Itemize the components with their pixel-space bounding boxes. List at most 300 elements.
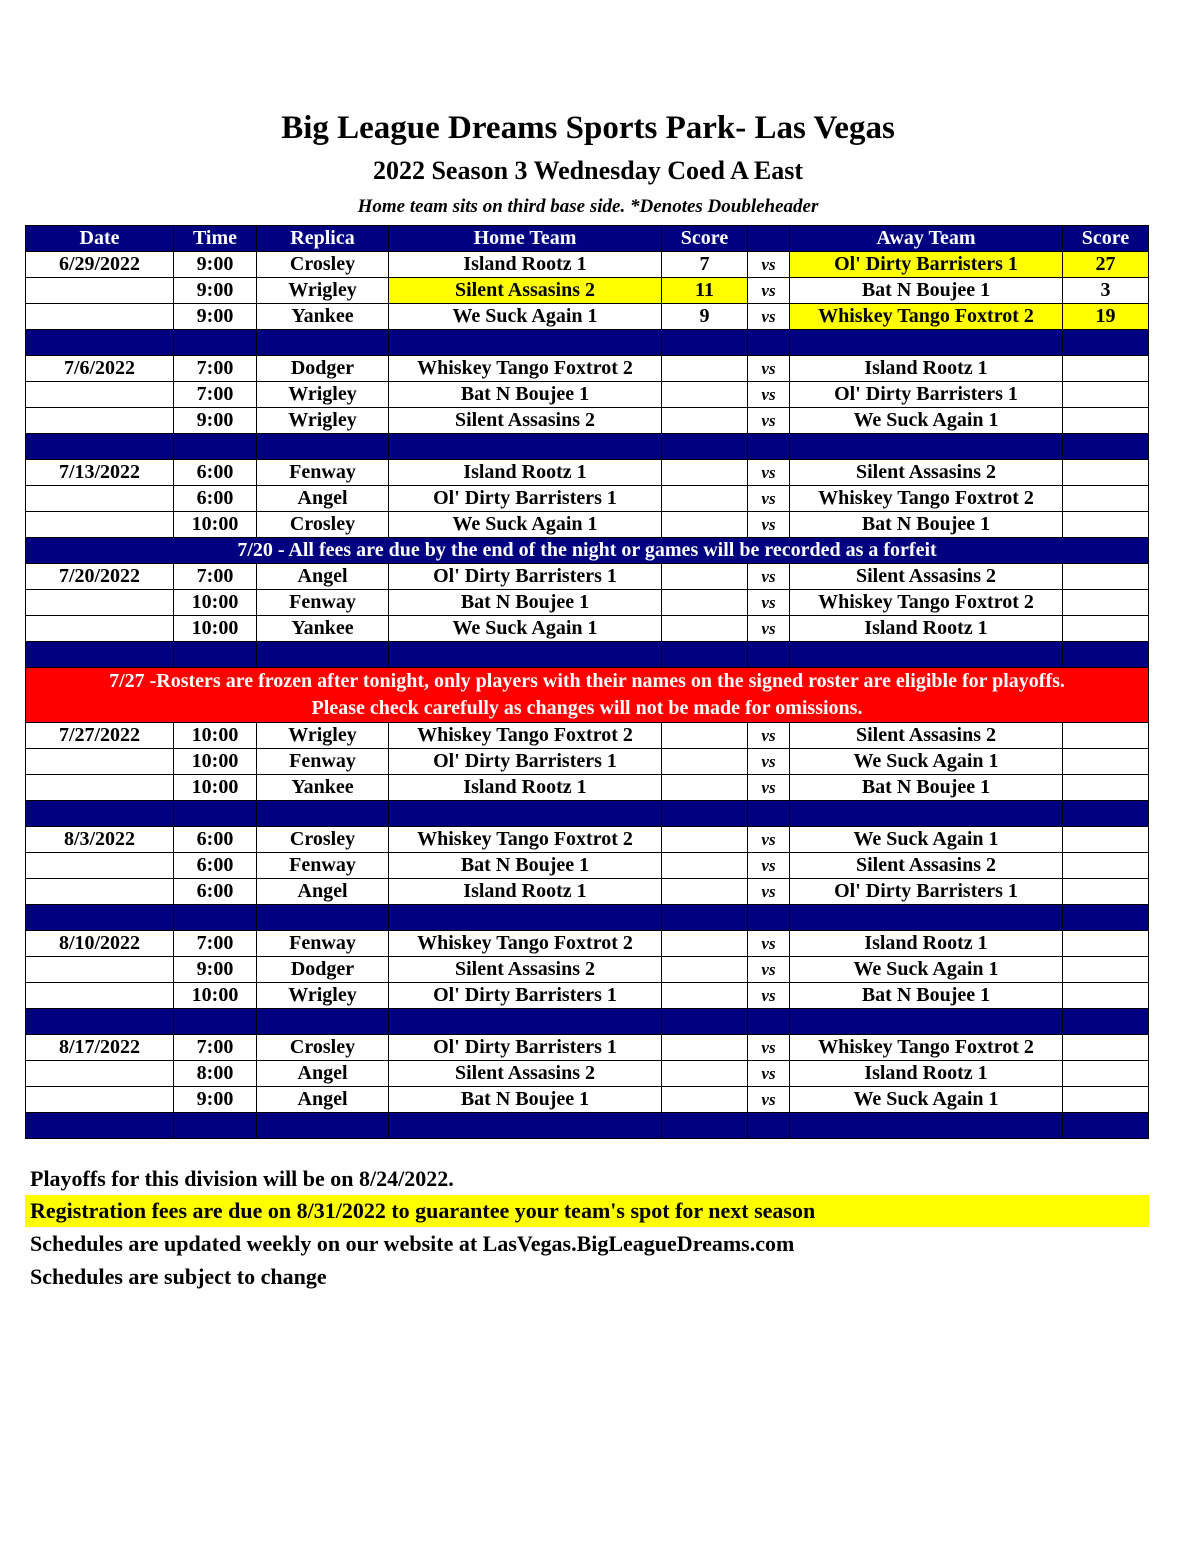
playoffs-note: Playoffs for this division will be on 8/24/2022. [30, 1166, 454, 1191]
game-row [26, 853, 1149, 879]
website-note: Schedules are updated weekly on our website at LasVegas.BigLeagueDreams.com [30, 1231, 795, 1256]
game-row [26, 278, 1149, 304]
cell-home-score [662, 564, 748, 590]
separator-cell [662, 1009, 748, 1035]
cell-vs: vs [748, 460, 790, 486]
cell-time: 9:00 [174, 278, 257, 304]
cell-home-score [662, 827, 748, 853]
cell-away-team: Whiskey Tango Foxtrot 2 [790, 304, 1063, 330]
cell-replica: Angel [257, 1061, 389, 1087]
cell-away-score [1063, 957, 1149, 983]
game-row [26, 931, 1149, 957]
cell-home-team: Whiskey Tango Foxtrot 2 [389, 723, 662, 749]
cell-date: 7/27/2022 [26, 723, 174, 749]
cell-home-score [662, 356, 748, 382]
cell-home-team: We Suck Again 1 [389, 512, 662, 538]
separator-cell [174, 1113, 257, 1139]
cell-time: 10:00 [174, 983, 257, 1009]
change-note: Schedules are subject to change [30, 1264, 327, 1289]
separator-cell [257, 905, 389, 931]
cell-away-score [1063, 853, 1149, 879]
cell-away-score [1063, 723, 1149, 749]
separator-cell [257, 801, 389, 827]
cell-replica: Crosley [257, 1035, 389, 1061]
cell-home-score [662, 408, 748, 434]
cell-away-team: Whiskey Tango Foxtrot 2 [790, 1035, 1063, 1061]
separator-cell [174, 434, 257, 460]
cell-replica: Dodger [257, 356, 389, 382]
cell-time: 9:00 [174, 304, 257, 330]
cell-home-score: 9 [662, 304, 748, 330]
separator-cell [174, 801, 257, 827]
cell-away-score [1063, 931, 1149, 957]
cell-date [26, 853, 174, 879]
cell-away-score [1063, 486, 1149, 512]
cell-vs: vs [748, 304, 790, 330]
cell-time: 7:00 [174, 931, 257, 957]
cell-away-score [1063, 408, 1149, 434]
table-header-row [26, 226, 1149, 252]
separator-cell [26, 801, 174, 827]
cell-date [26, 590, 174, 616]
separator-cell [790, 642, 1063, 668]
separator-cell [748, 330, 790, 356]
cell-home-team: Ol' Dirty Barristers 1 [389, 564, 662, 590]
cell-time: 9:00 [174, 1087, 257, 1113]
cell-vs: vs [748, 723, 790, 749]
game-row [26, 879, 1149, 905]
cell-vs: vs [748, 512, 790, 538]
cell-time: 7:00 [174, 1035, 257, 1061]
separator-cell [26, 330, 174, 356]
cell-home-score [662, 983, 748, 1009]
game-row [26, 252, 1149, 278]
cell-home-score [662, 460, 748, 486]
separator-row [26, 434, 1149, 460]
game-row [26, 616, 1149, 642]
cell-home-team: Whiskey Tango Foxtrot 2 [389, 827, 662, 853]
separator-cell [1063, 1009, 1149, 1035]
cell-away-team: Ol' Dirty Barristers 1 [790, 879, 1063, 905]
separator-cell [389, 642, 662, 668]
separator-cell [389, 1113, 662, 1139]
game-row [26, 1087, 1149, 1113]
cell-home-team: Silent Assasins 2 [389, 957, 662, 983]
cell-vs: vs [748, 879, 790, 905]
game-row [26, 382, 1149, 408]
col-header-replica: Replica [257, 226, 389, 252]
game-row [26, 512, 1149, 538]
cell-date: 8/3/2022 [26, 827, 174, 853]
separator-cell [748, 905, 790, 931]
cell-home-score [662, 1061, 748, 1087]
cell-replica: Wrigley [257, 723, 389, 749]
cell-date [26, 957, 174, 983]
separator-cell [389, 434, 662, 460]
col-header-away-team: Away Team [790, 226, 1063, 252]
cell-date [26, 1061, 174, 1087]
cell-home-team: Silent Assasins 2 [389, 1061, 662, 1087]
cell-home-team: Ol' Dirty Barristers 1 [389, 983, 662, 1009]
game-row [26, 775, 1149, 801]
cell-away-team: Bat N Boujee 1 [790, 775, 1063, 801]
cell-time: 7:00 [174, 356, 257, 382]
separator-cell [257, 1009, 389, 1035]
cell-home-team: Island Rootz 1 [389, 775, 662, 801]
separator-row [26, 905, 1149, 931]
cell-date [26, 486, 174, 512]
cell-time: 10:00 [174, 723, 257, 749]
separator-cell [748, 1113, 790, 1139]
registration-note: Registration fees are due on 8/31/2022 to guarantee your team's spot for next season [25, 1195, 1149, 1227]
cell-time: 6:00 [174, 460, 257, 486]
cell-away-score [1063, 983, 1149, 1009]
cell-time: 8:00 [174, 1061, 257, 1087]
game-row [26, 564, 1149, 590]
separator-cell [174, 905, 257, 931]
cell-vs: vs [748, 356, 790, 382]
cell-time: 9:00 [174, 408, 257, 434]
cell-away-team: We Suck Again 1 [790, 1087, 1063, 1113]
col-header-away-score: Score [1063, 226, 1149, 252]
cell-replica: Yankee [257, 775, 389, 801]
cell-date [26, 382, 174, 408]
separator-cell [257, 642, 389, 668]
cell-vs: vs [748, 931, 790, 957]
cell-away-team: We Suck Again 1 [790, 749, 1063, 775]
cell-time: 10:00 [174, 512, 257, 538]
cell-vs: vs [748, 749, 790, 775]
cell-home-score: 7 [662, 252, 748, 278]
cell-away-team: Whiskey Tango Foxtrot 2 [790, 486, 1063, 512]
cell-away-score: 27 [1063, 252, 1149, 278]
cell-replica: Angel [257, 879, 389, 905]
cell-vs: vs [748, 775, 790, 801]
cell-home-team: Bat N Boujee 1 [389, 853, 662, 879]
cell-home-score [662, 853, 748, 879]
cell-away-team: Bat N Boujee 1 [790, 278, 1063, 304]
cell-date [26, 983, 174, 1009]
separator-cell [748, 801, 790, 827]
cell-home-score [662, 486, 748, 512]
game-row [26, 356, 1149, 382]
separator-cell [790, 434, 1063, 460]
game-row [26, 460, 1149, 486]
cell-replica: Angel [257, 486, 389, 512]
cell-vs: vs [748, 564, 790, 590]
cell-home-score [662, 775, 748, 801]
game-row [26, 723, 1149, 749]
cell-time: 9:00 [174, 957, 257, 983]
roster-alert-line-2: Please check carefully as changes will not be made for omissions. [311, 697, 863, 719]
cell-home-team: We Suck Again 1 [389, 304, 662, 330]
separator-cell [1063, 434, 1149, 460]
separator-cell [257, 1113, 389, 1139]
cell-home-team: We Suck Again 1 [389, 616, 662, 642]
game-row [26, 983, 1149, 1009]
cell-vs: vs [748, 382, 790, 408]
cell-away-score [1063, 356, 1149, 382]
cell-away-score [1063, 512, 1149, 538]
separator-cell [1063, 801, 1149, 827]
header-note: Home team sits on third base side. *Denotes Doubleheader [357, 196, 819, 217]
cell-away-score [1063, 616, 1149, 642]
cell-away-score: 3 [1063, 278, 1149, 304]
cell-home-score [662, 957, 748, 983]
game-row [26, 486, 1149, 512]
game-row [26, 304, 1149, 330]
cell-home-score [662, 512, 748, 538]
cell-replica: Angel [257, 564, 389, 590]
separator-row [26, 642, 1149, 668]
cell-home-team: Whiskey Tango Foxtrot 2 [389, 931, 662, 957]
cell-away-team: Island Rootz 1 [790, 931, 1063, 957]
separator-cell [174, 1009, 257, 1035]
col-header-vs [748, 226, 790, 252]
cell-vs: vs [748, 1087, 790, 1113]
cell-replica: Fenway [257, 590, 389, 616]
cell-replica: Wrigley [257, 408, 389, 434]
cell-time: 6:00 [174, 853, 257, 879]
cell-replica: Yankee [257, 616, 389, 642]
cell-date [26, 879, 174, 905]
separator-cell [790, 905, 1063, 931]
cell-home-score [662, 382, 748, 408]
cell-replica: Angel [257, 1087, 389, 1113]
separator-cell [790, 801, 1063, 827]
cell-away-score [1063, 460, 1149, 486]
cell-vs: vs [748, 957, 790, 983]
cell-home-team: Ol' Dirty Barristers 1 [389, 749, 662, 775]
cell-away-score [1063, 564, 1149, 590]
cell-away-team: Silent Assasins 2 [790, 853, 1063, 879]
separator-cell [174, 642, 257, 668]
separator-cell [790, 1113, 1063, 1139]
cell-home-score [662, 749, 748, 775]
cell-away-score [1063, 1061, 1149, 1087]
cell-away-score [1063, 749, 1149, 775]
cell-away-score [1063, 590, 1149, 616]
cell-time: 6:00 [174, 827, 257, 853]
separator-cell [662, 434, 748, 460]
game-row [26, 1061, 1149, 1087]
cell-replica: Yankee [257, 304, 389, 330]
cell-replica: Wrigley [257, 382, 389, 408]
col-header-date: Date [26, 226, 174, 252]
cell-time: 7:00 [174, 564, 257, 590]
separator-cell [26, 1113, 174, 1139]
cell-home-team: Ol' Dirty Barristers 1 [389, 1035, 662, 1061]
cell-away-score [1063, 1087, 1149, 1113]
cell-time: 10:00 [174, 775, 257, 801]
cell-away-team: Bat N Boujee 1 [790, 512, 1063, 538]
game-row [26, 827, 1149, 853]
cell-vs: vs [748, 983, 790, 1009]
cell-replica: Crosley [257, 827, 389, 853]
separator-row [26, 801, 1149, 827]
separator-row [26, 1113, 1149, 1139]
separator-cell [790, 330, 1063, 356]
page-title: Big League Dreams Sports Park- Las Vegas [281, 110, 895, 146]
cell-replica: Fenway [257, 460, 389, 486]
cell-home-team: Silent Assasins 2 [389, 408, 662, 434]
cell-date: 8/17/2022 [26, 1035, 174, 1061]
cell-home-score [662, 1087, 748, 1113]
cell-date: 8/10/2022 [26, 931, 174, 957]
cell-replica: Wrigley [257, 278, 389, 304]
cell-date: 7/20/2022 [26, 564, 174, 590]
cell-vs: vs [748, 590, 790, 616]
cell-replica: Dodger [257, 957, 389, 983]
cell-away-score [1063, 775, 1149, 801]
fee-note-row [26, 538, 1149, 564]
cell-away-score [1063, 827, 1149, 853]
cell-date: 7/13/2022 [26, 460, 174, 486]
cell-away-team: Bat N Boujee 1 [790, 983, 1063, 1009]
col-header-home-team: Home Team [389, 226, 662, 252]
cell-home-team: Ol' Dirty Barristers 1 [389, 486, 662, 512]
separator-cell [748, 1009, 790, 1035]
cell-vs: vs [748, 853, 790, 879]
separator-cell [662, 801, 748, 827]
cell-home-team: Whiskey Tango Foxtrot 2 [389, 356, 662, 382]
separator-cell [748, 642, 790, 668]
cell-home-team: Island Rootz 1 [389, 879, 662, 905]
cell-away-team: Silent Assasins 2 [790, 460, 1063, 486]
cell-away-score [1063, 382, 1149, 408]
cell-replica: Fenway [257, 853, 389, 879]
cell-home-team: Island Rootz 1 [389, 252, 662, 278]
cell-date [26, 512, 174, 538]
cell-vs: vs [748, 278, 790, 304]
cell-vs: vs [748, 616, 790, 642]
cell-away-team: We Suck Again 1 [790, 827, 1063, 853]
cell-date [26, 1087, 174, 1113]
cell-date [26, 304, 174, 330]
roster-alert [26, 668, 1149, 723]
separator-row [26, 330, 1149, 356]
roster-alert-row [26, 668, 1149, 723]
schedule-table [25, 225, 1149, 1139]
cell-vs: vs [748, 486, 790, 512]
separator-cell [257, 330, 389, 356]
separator-cell [26, 905, 174, 931]
cell-date [26, 408, 174, 434]
separator-cell [1063, 642, 1149, 668]
cell-away-score [1063, 879, 1149, 905]
cell-time: 6:00 [174, 879, 257, 905]
separator-cell [748, 434, 790, 460]
cell-replica: Fenway [257, 749, 389, 775]
cell-date [26, 775, 174, 801]
cell-home-score: 11 [662, 278, 748, 304]
cell-away-team: Whiskey Tango Foxtrot 2 [790, 590, 1063, 616]
game-row [26, 957, 1149, 983]
cell-replica: Crosley [257, 252, 389, 278]
cell-date [26, 278, 174, 304]
cell-time: 10:00 [174, 590, 257, 616]
cell-time: 7:00 [174, 382, 257, 408]
cell-away-team: Ol' Dirty Barristers 1 [790, 382, 1063, 408]
cell-away-team: Ol' Dirty Barristers 1 [790, 252, 1063, 278]
separator-cell [1063, 1113, 1149, 1139]
separator-cell [662, 905, 748, 931]
cell-away-team: Silent Assasins 2 [790, 564, 1063, 590]
cell-vs: vs [748, 252, 790, 278]
cell-replica: Crosley [257, 512, 389, 538]
page-subtitle: 2022 Season 3 Wednesday Coed A East [372, 156, 804, 185]
roster-alert-line-1: 7/27 -Rosters are frozen after tonight, only players with their names on the signed roster are eligible for playoffs. [109, 670, 1065, 692]
cell-away-team: Silent Assasins 2 [790, 723, 1063, 749]
cell-home-team: Bat N Boujee 1 [389, 1087, 662, 1113]
cell-home-score [662, 879, 748, 905]
separator-cell [662, 642, 748, 668]
cell-replica: Wrigley [257, 983, 389, 1009]
separator-cell [26, 1009, 174, 1035]
cell-time: 10:00 [174, 749, 257, 775]
cell-home-score [662, 616, 748, 642]
cell-date: 7/6/2022 [26, 356, 174, 382]
separator-row [26, 1009, 1149, 1035]
cell-home-score [662, 1035, 748, 1061]
separator-cell [1063, 905, 1149, 931]
cell-vs: vs [748, 827, 790, 853]
cell-date [26, 749, 174, 775]
separator-cell [790, 1009, 1063, 1035]
separator-cell [257, 434, 389, 460]
cell-home-score [662, 931, 748, 957]
cell-time: 6:00 [174, 486, 257, 512]
cell-home-team: Silent Assasins 2 [389, 278, 662, 304]
cell-away-team: Island Rootz 1 [790, 1061, 1063, 1087]
separator-cell [389, 905, 662, 931]
cell-away-team: Island Rootz 1 [790, 616, 1063, 642]
game-row [26, 749, 1149, 775]
cell-replica: Fenway [257, 931, 389, 957]
col-header-home-score: Score [662, 226, 748, 252]
separator-cell [389, 801, 662, 827]
cell-home-team: Bat N Boujee 1 [389, 590, 662, 616]
cell-vs: vs [748, 1035, 790, 1061]
cell-home-team: Bat N Boujee 1 [389, 382, 662, 408]
game-row [26, 1035, 1149, 1061]
game-row [26, 408, 1149, 434]
col-header-time: Time [174, 226, 257, 252]
cell-home-score [662, 590, 748, 616]
cell-away-team: We Suck Again 1 [790, 408, 1063, 434]
separator-cell [26, 642, 174, 668]
cell-away-score [1063, 1035, 1149, 1061]
cell-away-team: Island Rootz 1 [790, 356, 1063, 382]
separator-cell [389, 330, 662, 356]
separator-cell [174, 330, 257, 356]
cell-home-team: Island Rootz 1 [389, 460, 662, 486]
cell-away-score: 19 [1063, 304, 1149, 330]
separator-cell [662, 330, 748, 356]
cell-vs: vs [748, 408, 790, 434]
separator-cell [389, 1009, 662, 1035]
cell-home-score [662, 723, 748, 749]
cell-time: 10:00 [174, 616, 257, 642]
cell-vs: vs [748, 1061, 790, 1087]
fee-note: 7/20 - All fees are due by the end of the night or games will be recorded as a forfeit [26, 538, 1149, 564]
cell-time: 9:00 [174, 252, 257, 278]
separator-cell [26, 434, 174, 460]
cell-date [26, 616, 174, 642]
separator-cell [1063, 330, 1149, 356]
separator-cell [662, 1113, 748, 1139]
game-row [26, 590, 1149, 616]
